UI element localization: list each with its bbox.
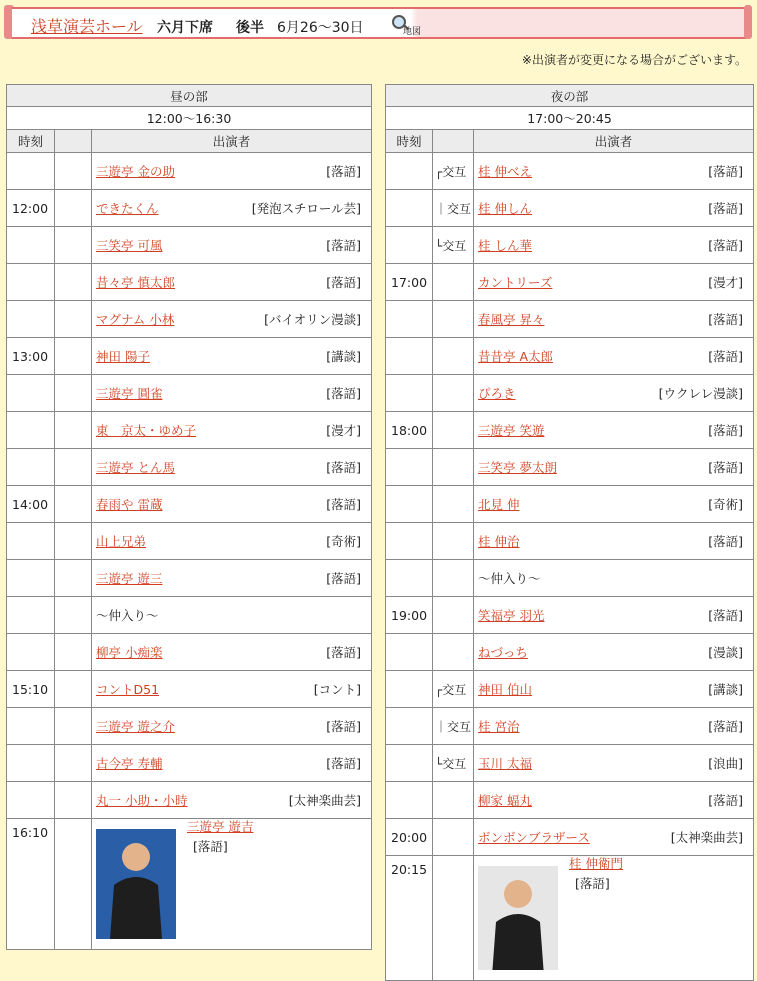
table-row <box>7 708 372 745</box>
genre-label: [落語] <box>326 275 362 290</box>
alternation-mark <box>433 375 474 412</box>
intermission-label: 〜仲入り〜 <box>96 608 159 623</box>
alternation-mark <box>433 597 474 634</box>
performer-cell <box>474 449 754 486</box>
alternation-mark <box>433 338 474 375</box>
genre-label: [落語] <box>326 497 362 512</box>
row-time <box>386 523 433 560</box>
row-time <box>386 153 433 190</box>
row-time <box>7 523 55 560</box>
headliner-link[interactable]: 三遊亭 遊吉 <box>187 819 254 834</box>
genre-label: [落語] <box>326 756 362 771</box>
performer-cell <box>92 782 372 819</box>
alternation-mark <box>433 782 474 819</box>
genre-label: [落語] <box>326 238 362 253</box>
alternation-mark <box>55 412 92 449</box>
hall-link[interactable]: 浅草演芸ホール <box>31 17 143 36</box>
row-time <box>7 153 55 190</box>
table-row <box>7 264 372 301</box>
alternation-mark <box>433 486 474 523</box>
alternation-mark <box>55 745 92 782</box>
performer-link[interactable]: 笑福亭 羽光 <box>478 608 545 623</box>
row-time <box>386 671 433 708</box>
table-row <box>386 375 754 412</box>
performer-link[interactable]: 桂 伸しん <box>478 201 532 216</box>
performer-link[interactable]: 三遊亭 圓雀 <box>96 386 163 401</box>
table-row <box>386 671 754 708</box>
row-time <box>7 375 55 412</box>
genre-label: [落語] <box>326 645 362 660</box>
table-row <box>7 301 372 338</box>
performer-link[interactable]: 昔昔亭 A太郎 <box>478 349 554 364</box>
table-row <box>7 671 372 708</box>
performer-cell <box>92 153 372 190</box>
time-column-header: 時刻 <box>386 130 433 153</box>
performer-cell <box>474 819 754 856</box>
genre-label: [落語] <box>708 312 744 327</box>
performer-cell <box>92 375 372 412</box>
performer-cell <box>474 523 754 560</box>
table-row <box>7 338 372 375</box>
genre-label: [落語] <box>326 719 362 734</box>
performer-cell <box>92 338 372 375</box>
performer-link[interactable]: 昔々亭 慎太郎 <box>96 275 175 290</box>
performer-cell <box>474 301 754 338</box>
row-time <box>386 560 433 597</box>
performer-cell <box>92 523 372 560</box>
table-row <box>386 338 754 375</box>
day-time-range: 12:00〜16:30 <box>7 107 372 130</box>
table-row <box>386 782 754 819</box>
alternation-mark <box>433 449 474 486</box>
performer-link[interactable]: ボンボンブラザース <box>478 830 590 845</box>
performer-link[interactable]: 三遊亭 とん馬 <box>96 460 175 475</box>
headliner-row <box>7 819 372 950</box>
performer-link[interactable]: 桂 伸治 <box>478 534 520 549</box>
performer-link[interactable]: 三遊亭 遊三 <box>96 571 163 586</box>
table-row <box>386 708 754 745</box>
performer-cell <box>474 671 754 708</box>
half-label: 後半 <box>236 20 264 36</box>
table-row <box>386 819 754 856</box>
table-row <box>386 634 754 671</box>
alternation-mark: └交互 <box>433 745 474 782</box>
row-time: 13:00 <box>7 338 55 375</box>
performer-cell <box>474 560 754 597</box>
night-section-title: 夜の部 <box>386 85 754 107</box>
table-row <box>7 153 372 190</box>
performer-link[interactable]: 三遊亭 遊之介 <box>96 719 175 734</box>
alternation-mark <box>55 375 92 412</box>
map-label: 地図 <box>403 27 422 37</box>
performer-link[interactable]: 古今亭 寿輔 <box>96 756 163 771</box>
alternation-mark <box>55 782 92 819</box>
headliner-row <box>386 856 754 981</box>
performer-link[interactable]: マグナム 小林 <box>96 312 175 327</box>
table-row <box>386 486 754 523</box>
row-time <box>7 745 55 782</box>
performer-cell <box>92 708 372 745</box>
genre-label: [奇術] <box>708 497 744 512</box>
row-time <box>7 412 55 449</box>
genre-label: [落語] <box>326 164 362 179</box>
performer-cell <box>92 745 372 782</box>
period-label: 六月下席 <box>157 20 213 36</box>
performer-column-header: 出演者 <box>474 130 754 153</box>
table-row <box>386 264 754 301</box>
alternation-mark: ｜交互 <box>433 190 474 227</box>
genre-label: [太神楽曲芸] <box>288 793 362 808</box>
performer-link[interactable]: 柳家 蝠丸 <box>478 793 532 808</box>
table-row <box>7 745 372 782</box>
genre-label: [落語] <box>708 201 744 216</box>
row-time <box>386 782 433 819</box>
alternation-mark <box>433 412 474 449</box>
alternation-mark <box>55 264 92 301</box>
performer-cell <box>92 190 372 227</box>
performer-cell <box>474 412 754 449</box>
alternation-mark <box>55 560 92 597</box>
performer-link[interactable]: 神田 伯山 <box>478 682 532 697</box>
row-time <box>7 782 55 819</box>
performer-cell <box>474 227 754 264</box>
row-time <box>7 227 55 264</box>
table-row <box>7 782 372 819</box>
genre-label: [コント] <box>313 682 362 697</box>
alternation-mark <box>55 671 92 708</box>
performer-link[interactable]: 北見 伸 <box>478 497 520 512</box>
performer-cell <box>92 412 372 449</box>
row-time <box>7 634 55 671</box>
alternation-mark <box>55 190 92 227</box>
alternation-mark <box>55 634 92 671</box>
row-time <box>7 449 55 486</box>
performer-link[interactable]: 桂 しん華 <box>478 238 532 253</box>
night-time-range: 17:00〜20:45 <box>386 107 754 130</box>
genre-label: [落語] <box>708 608 744 623</box>
row-time: 15:10 <box>7 671 55 708</box>
genre-label: [落語] <box>326 571 362 586</box>
performer-link[interactable]: 玉川 太福 <box>478 756 532 771</box>
table-row <box>386 597 754 634</box>
row-time <box>386 227 433 264</box>
alternation-mark: ┌交互 <box>433 153 474 190</box>
performer-cell <box>92 597 372 634</box>
alternation-mark: ┌交互 <box>433 671 474 708</box>
genre-label: [バイオリン漫談] <box>264 312 362 327</box>
table-row <box>386 153 754 190</box>
performer-link[interactable]: ねづっち <box>478 645 528 660</box>
genre-label: [落語] <box>708 164 744 179</box>
alternation-mark <box>55 523 92 560</box>
genre-label: [奇術] <box>326 534 362 549</box>
alternation-mark <box>55 449 92 486</box>
genre-label: [落語] <box>193 839 228 854</box>
performer-cell <box>92 634 372 671</box>
performer-link[interactable]: 三笑亭 可風 <box>96 238 163 253</box>
genre-label: [落語] <box>708 534 744 549</box>
table-row <box>386 560 754 597</box>
row-time <box>7 264 55 301</box>
alternation-mark <box>55 227 92 264</box>
performer-cell <box>474 153 754 190</box>
alternation-mark <box>433 523 474 560</box>
table-row <box>7 634 372 671</box>
row-time <box>7 708 55 745</box>
row-time <box>386 301 433 338</box>
scroll-right-roll <box>744 5 752 39</box>
alternation-mark <box>433 819 474 856</box>
table-row <box>386 227 754 264</box>
performer-cell <box>474 634 754 671</box>
alternation-mark <box>433 634 474 671</box>
program-header <box>4 5 752 39</box>
header-banner <box>12 7 746 39</box>
genre-label: [落語] <box>326 460 362 475</box>
performer-photo[interactable] <box>478 866 558 970</box>
performer-link[interactable]: 桂 宮治 <box>478 719 520 734</box>
row-time <box>386 375 433 412</box>
row-time <box>7 597 55 634</box>
performer-cell <box>92 227 372 264</box>
performer-link[interactable]: カントリーズ <box>478 275 553 290</box>
row-time <box>7 301 55 338</box>
performer-link[interactable]: 春風亭 昇々 <box>478 312 545 327</box>
alternation-mark <box>433 560 474 597</box>
row-time: 16:10 <box>7 819 55 950</box>
performer-cell <box>474 597 754 634</box>
performer-column-header: 出演者 <box>92 130 372 153</box>
row-time: 18:00 <box>386 412 433 449</box>
alternation-mark <box>433 301 474 338</box>
row-time: 17:00 <box>386 264 433 301</box>
performer-cell <box>92 486 372 523</box>
genre-label: [太神楽曲芸] <box>670 830 744 845</box>
performer-link[interactable]: 三笑亭 夢太朗 <box>478 460 557 475</box>
genre-label: [落語] <box>326 386 362 401</box>
table-row <box>7 449 372 486</box>
performer-cell <box>474 782 754 819</box>
map-button[interactable] <box>390 14 422 36</box>
table-row <box>386 412 754 449</box>
genre-label: [漫談] <box>708 645 744 660</box>
row-time: 20:15 <box>386 856 433 981</box>
genre-label: [講談] <box>326 349 362 364</box>
table-row <box>7 523 372 560</box>
headliner-cell <box>92 819 372 950</box>
alternation-mark: └交互 <box>433 227 474 264</box>
row-time: 20:00 <box>386 819 433 856</box>
day-section-title: 昼の部 <box>7 85 372 107</box>
date-range: 6月26〜30日 <box>277 20 364 36</box>
performer-link[interactable]: コントD51 <box>96 682 160 697</box>
genre-label: [落語] <box>708 238 744 253</box>
performer-cell <box>92 671 372 708</box>
table-row <box>386 449 754 486</box>
alternation-mark <box>55 597 92 634</box>
table-row <box>7 190 372 227</box>
genre-label: [落語] <box>708 460 744 475</box>
row-time <box>386 449 433 486</box>
table-row <box>7 227 372 264</box>
performer-cell <box>474 264 754 301</box>
performer-link[interactable]: 山上兄弟 <box>96 534 147 549</box>
genre-label: [漫才] <box>326 423 362 438</box>
genre-label: [講談] <box>708 682 744 697</box>
performer-cell <box>92 449 372 486</box>
row-time <box>386 708 433 745</box>
table-row <box>386 301 754 338</box>
alternation-mark <box>55 708 92 745</box>
genre-label: [落語] <box>708 719 744 734</box>
performer-link[interactable]: 柳亭 小痴楽 <box>96 645 163 660</box>
genre-label: [漫才] <box>708 275 744 290</box>
change-notice: ※出演者が変更になる場合がございます。 <box>521 53 747 67</box>
performer-link[interactable]: 桂 伸べえ <box>478 164 532 179</box>
alternation-mark <box>55 338 92 375</box>
row-time: 12:00 <box>7 190 55 227</box>
headliner-link[interactable]: 桂 伸衛門 <box>569 856 623 871</box>
performer-cell <box>474 708 754 745</box>
row-time <box>386 338 433 375</box>
performer-link[interactable]: 神田 陽子 <box>96 349 150 364</box>
genre-label: [浪曲] <box>708 756 744 771</box>
performer-link[interactable]: 丸一 小助・小時 <box>96 793 188 808</box>
row-time <box>386 634 433 671</box>
headliner-cell <box>474 856 754 981</box>
time-column-header: 時刻 <box>7 130 55 153</box>
genre-label: [ウクレレ漫談] <box>658 386 744 401</box>
alternation-mark <box>55 486 92 523</box>
genre-label: [落語] <box>708 793 744 808</box>
performer-cell <box>92 560 372 597</box>
table-row <box>7 412 372 449</box>
performer-cell <box>474 375 754 412</box>
table-row <box>386 745 754 782</box>
table-row <box>7 560 372 597</box>
row-time <box>386 486 433 523</box>
performer-cell <box>92 301 372 338</box>
alternation-mark: ｜交互 <box>433 708 474 745</box>
genre-label: [落語] <box>575 876 610 891</box>
performer-link[interactable]: ぴろき <box>478 386 516 401</box>
performer-link[interactable]: 三遊亭 金の助 <box>96 164 175 179</box>
row-time <box>7 560 55 597</box>
performer-cell <box>474 338 754 375</box>
genre-label: [落語] <box>708 349 744 364</box>
row-time <box>386 745 433 782</box>
performer-cell <box>474 486 754 523</box>
performer-link[interactable]: 春雨や 雷蔵 <box>96 497 163 512</box>
performer-cell <box>92 264 372 301</box>
table-row <box>7 486 372 523</box>
day-program-table <box>6 84 372 950</box>
row-time: 14:00 <box>7 486 55 523</box>
alternation-mark <box>433 264 474 301</box>
table-row <box>7 597 372 634</box>
genre-label: [落語] <box>708 423 744 438</box>
intermission-label: 〜仲入り〜 <box>478 571 541 586</box>
performer-link[interactable]: 三遊亭 笑遊 <box>478 423 545 438</box>
performer-photo[interactable] <box>96 829 176 939</box>
alternation-mark <box>55 153 92 190</box>
performer-link[interactable]: できたくん <box>96 201 159 216</box>
performer-cell <box>474 745 754 782</box>
row-time: 19:00 <box>386 597 433 634</box>
table-row <box>7 375 372 412</box>
table-row <box>386 523 754 560</box>
table-row <box>386 190 754 227</box>
genre-label: [発泡スチロール芸] <box>251 201 362 216</box>
row-time <box>386 190 433 227</box>
performer-cell <box>474 190 754 227</box>
night-program-table <box>385 84 754 981</box>
alternation-mark <box>55 301 92 338</box>
performer-link[interactable]: 東 京太・ゆめ子 <box>96 423 197 438</box>
